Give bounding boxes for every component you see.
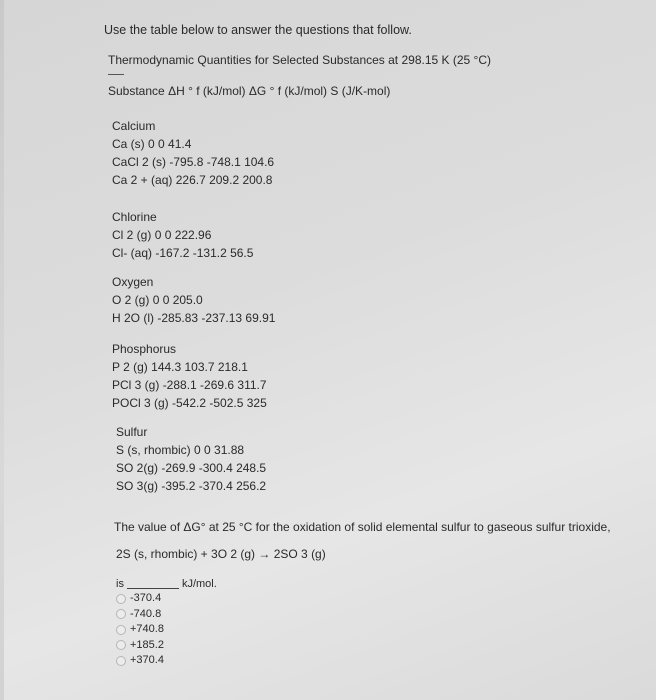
formula: CaCl 2 (s): [112, 155, 167, 169]
group-sulfur: [116, 423, 266, 495]
formula: S (s, rhombic): [116, 443, 191, 457]
values: -288.1 -269.6 311.7: [162, 378, 267, 392]
question-text: The value of ΔG° at 25 °C for the oxidation of solid elemental sulfur to gaseous sulfur trioxide,: [114, 520, 611, 534]
formula: P 2 (g): [112, 360, 148, 374]
group-name: Chlorine: [112, 210, 157, 224]
table-row: [112, 291, 275, 309]
formula: PCl 3 (g): [112, 378, 160, 392]
answer-unit: kJ/mol.: [181, 578, 217, 590]
choice-label: +740.8: [130, 623, 164, 635]
table-row: [116, 459, 266, 477]
reaction-equation: 2S (s, rhombic) + 3O 2 (g) → 2SO 3 (g): [116, 547, 326, 561]
values: 144.3 103.7 218.1: [151, 360, 248, 374]
radio-button[interactable]: [116, 625, 126, 635]
formula: Ca (s): [112, 137, 145, 151]
values: 0 0 41.4: [148, 137, 192, 151]
table-row: [112, 394, 267, 412]
choice-option[interactable]: [116, 638, 164, 654]
radio-button[interactable]: [116, 656, 126, 666]
table-row: [112, 153, 274, 171]
choice-label: -740.8: [130, 607, 162, 620]
formula: Cl 2 (g): [112, 228, 152, 242]
table-row: [112, 171, 274, 189]
table-row: [112, 135, 274, 153]
values: 0 0 222.96: [154, 228, 212, 242]
values: -167.2 -131.2 56.5: [155, 246, 254, 260]
values: -395.2 -370.4 256.2: [161, 479, 267, 493]
table-row: [112, 376, 267, 394]
group-name: Sulfur: [116, 425, 148, 439]
formula: SO 2(g): [116, 461, 159, 475]
group-name: Phosphorus: [112, 342, 177, 356]
radio-button[interactable]: [116, 609, 126, 619]
group-oxygen: [112, 273, 275, 327]
instructions: Use the table below to answer the questions that follow.: [104, 23, 412, 37]
group-calcium: [112, 117, 274, 189]
values: -285.83 -237.13 69.91: [157, 311, 276, 325]
formula: H 2O (l): [112, 311, 154, 325]
table-title: Thermodynamic Quantities for Selected Substances at 298.15 K (25 °C): [108, 53, 491, 67]
group-phosphorus: [112, 340, 267, 412]
group-chlorine: [112, 208, 253, 262]
formula: Cl- (aq): [112, 246, 153, 260]
formula: Ca 2 + (aq): [112, 173, 173, 187]
table-row: [116, 477, 266, 495]
formula: SO 3(g): [116, 479, 159, 493]
table-row: [112, 309, 275, 327]
table-row: [112, 244, 253, 262]
page: [4, 0, 656, 700]
radio-button[interactable]: [116, 640, 126, 650]
answer-line: [116, 578, 217, 590]
formula: POCl 3 (g): [112, 396, 169, 410]
radio-button[interactable]: [116, 594, 126, 604]
choice-option[interactable]: [116, 622, 164, 638]
choice-label: +185.2: [130, 638, 164, 651]
table-row: [112, 358, 267, 376]
choice-option[interactable]: [116, 607, 164, 623]
formula: O 2 (g): [112, 293, 150, 307]
values: 226.7 209.2 200.8: [175, 173, 273, 187]
group-name: Calcium: [112, 119, 156, 133]
table-row: [112, 226, 253, 244]
choice-label: -370.4: [130, 592, 162, 604]
values: 0 0 31.88: [194, 443, 245, 457]
answer-blank: [127, 588, 179, 589]
header-dhf: ΔH ° f (kJ/mol): [168, 84, 246, 98]
choice-option[interactable]: [116, 591, 164, 607]
choice-option[interactable]: [116, 653, 164, 669]
answer-prefix: is: [116, 578, 124, 590]
values: -542.2 -502.5 325: [172, 396, 267, 410]
answer-choices: [116, 591, 164, 669]
table-row: [116, 441, 266, 459]
header-overline: [108, 74, 124, 75]
header-substance: Substance: [108, 84, 165, 98]
group-name: Oxygen: [112, 275, 154, 289]
values: 0 0 205.0: [152, 293, 203, 307]
values: -269.9 -300.4 248.5: [161, 461, 267, 475]
choice-label: +370.4: [130, 654, 164, 666]
values: -795.8 -748.1 104.6: [169, 155, 275, 169]
header-entropy: S (J/K-mol): [330, 84, 391, 98]
table-header: [108, 84, 390, 98]
header-dgf: ΔG ° f (kJ/mol): [248, 84, 328, 98]
